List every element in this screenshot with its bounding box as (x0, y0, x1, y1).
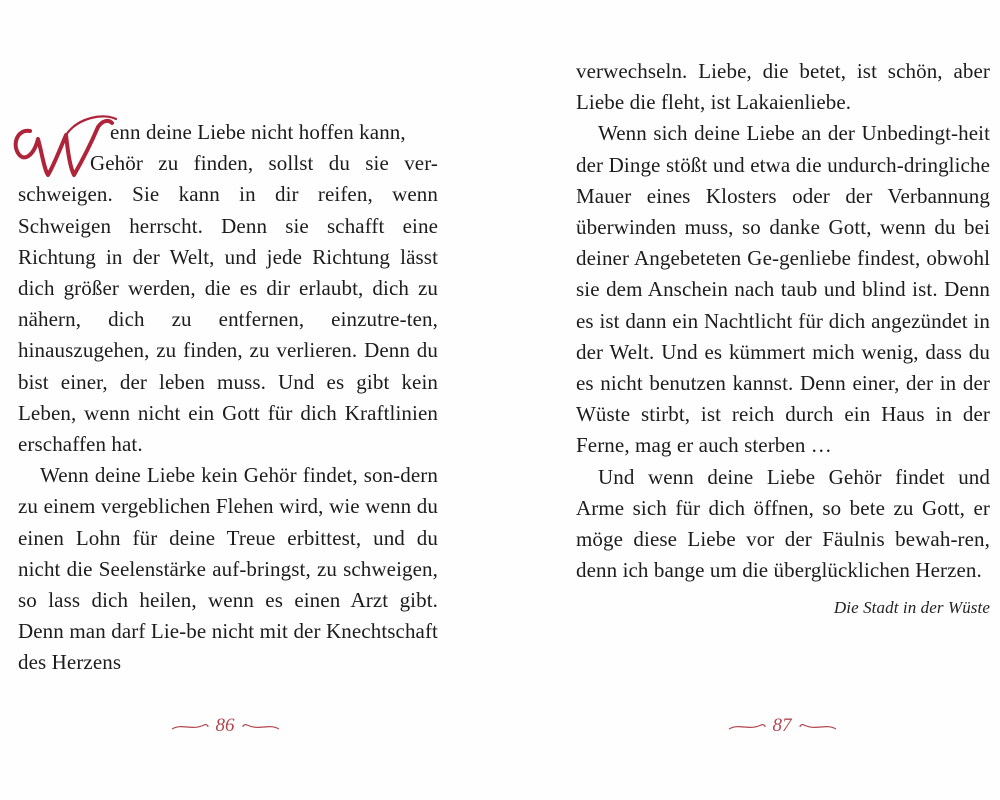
page-number-86: 86 (215, 715, 235, 736)
right-paragraph-3: Und wenn deine Liebe Gehör findet und Arme sich für dich öffnen, so bete zu Gott, er möge diese Liebe vor der Fäulnis bewah-ren, denn ich bange um die überglücklichen Herzen. (576, 464, 990, 583)
flourish-right-icon (241, 719, 281, 733)
svg-text:W: W (8, 109, 10, 110)
page-number-left (155, 711, 295, 741)
drop-cap-w-glyph (8, 109, 120, 187)
left-para1-line1: enn deine Liebe nicht hoffen kann, (110, 120, 406, 144)
drop-cap (8, 109, 120, 187)
flourish-left-icon (727, 719, 767, 733)
left-text-column (8, 109, 438, 679)
page-number-87: 87 (772, 715, 792, 736)
flourish-left-icon (170, 719, 210, 733)
flourish-right-icon (798, 719, 838, 733)
left-para1-rest: schweigen. Sie kann in dir reifen, wenn Schweigen herrscht. Denn sie schafft eine Richtung in der Welt, und jede Richtung lässt dich größer werden, die es dir erlaubt, dich zu nähern, dich zu entfernen, einzutre-ten, hinauszugehen, zu finden, zu verlieren. Denn du bist einer, der leben muss. Und es gibt kein Leben, wenn nicht ein Gott für dich Kraftlinien erschaffen hat. (18, 182, 438, 457)
left-paragraph-2: Wenn deine Liebe kein Gehör findet, son-dern zu einem vergeblichen Flehen wird, wie wenn du einen Lohn für deine Treue erbittest, und du nicht die Seelenstärke auf-bringst, zu schweigen, so lass dich heilen, wenn es einen Arzt gibt. Denn man darf Lie-be nicht mit der Knechtschaft des Herzens (18, 463, 438, 675)
left-para1-line2: Gehör zu finden, sollst du sie ver- (90, 151, 438, 176)
right-paragraph-1: verwechseln. Liebe, die betet, ist schön, aber Liebe die fleht, ist Lakaienliebe. (576, 59, 990, 115)
page-number-right (712, 711, 852, 741)
right-paragraph-2: Wenn sich deine Liebe an der Unbedingt-heit der Dinge stößt und etwa die undurch-dringliche Mauer eines Klosters oder der Verbannung überwinden muss, so danke Gott, wenn du bei deiner Angebeteten Ge-genliebe findest, obwohl sie dem Anschein nach taub und blind ist. Denn es ist dann ein Nachtlicht für dich angezündet in der Welt. Und es kümmert mich wenig, dass du es nicht benutzen kannst. Denn einer, der in der Wüste stirbt, ist reich durch ein Haus in der Ferne, mag er auch sterben … (576, 121, 990, 458)
source-citation: Die Stadt in der Wüste (833, 598, 990, 618)
right-page (500, 0, 1000, 800)
right-text-column (576, 56, 990, 624)
